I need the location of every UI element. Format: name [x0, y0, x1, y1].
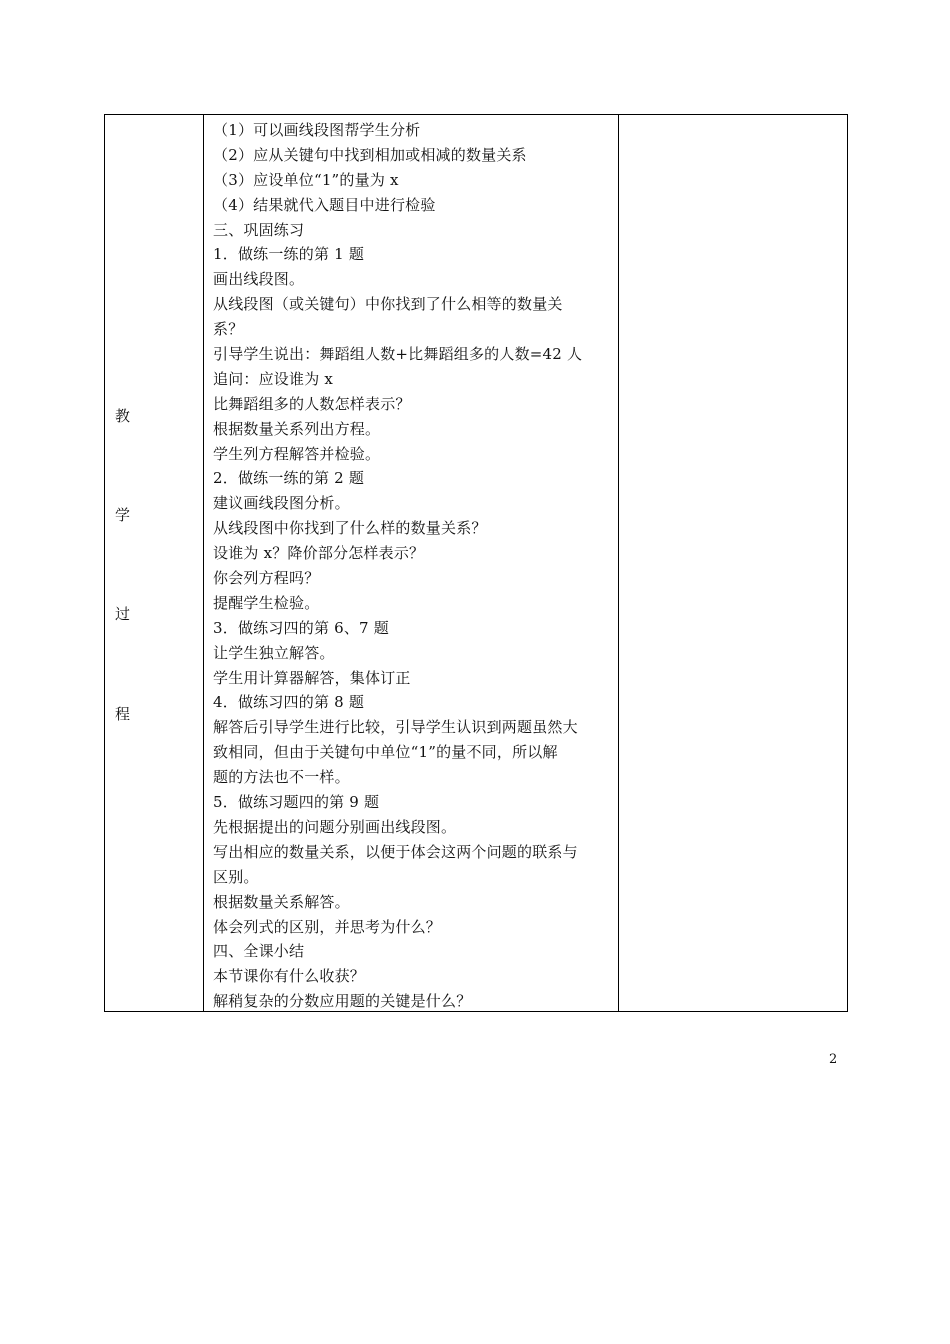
content-line: 建议画线段图分析。: [213, 494, 350, 513]
content-line: 区别。: [213, 867, 259, 886]
content-line: 从线段图中你找到了什么样的数量关系？: [213, 519, 487, 538]
content-line: 追问：应设谁为 x: [213, 369, 334, 388]
content-line: （4）结果就代入题目中进行检验: [213, 195, 436, 214]
content-line: 解答后引导学生进行比较，引导学生认识到两题虽然大: [213, 718, 578, 737]
content-line: 三、巩固练习: [213, 220, 305, 239]
content-line: 引导学生说出：舞蹈组人数+比舞蹈组多的人数=42 人: [213, 345, 583, 364]
lesson-plan-table: [104, 114, 848, 1012]
content-line: 系？: [213, 320, 244, 339]
notes-cell: [619, 115, 847, 1011]
content-line: （2）应从关键句中找到相加或相减的数量关系: [213, 145, 527, 164]
content-line: 先根据提出的问题分别画出线段图。: [213, 817, 457, 836]
content-line: 5．做练习题四的第 9 题: [213, 793, 380, 812]
content-line: 2．做练一练的第 2 题: [213, 469, 365, 488]
content-line: 提醒学生检验。: [213, 593, 320, 612]
content-line: 1．做练一练的第 1 题: [213, 245, 365, 264]
content-line: 体会列式的区别，并思考为什么？: [213, 917, 442, 936]
content-line: （3）应设单位“1”的量为 x: [213, 170, 399, 189]
page-number: 2: [829, 1052, 838, 1067]
content-line: 让学生独立解答。: [213, 643, 335, 662]
content-line: 比舞蹈组多的人数怎样表示？: [213, 394, 411, 413]
section-label-char: 学: [115, 506, 131, 524]
content-line: 根据数量关系解答。: [213, 892, 350, 911]
content-line: 解稍复杂的分数应用题的关键是什么？: [213, 992, 472, 1011]
section-label-char: 程: [115, 705, 131, 723]
content-line: 写出相应的数量关系，以便于体会这两个问题的联系与: [213, 842, 578, 861]
section-label-char: 教: [115, 407, 131, 425]
content-line: 画出线段图。: [213, 270, 305, 289]
content-line: 本节课你有什么收获？: [213, 967, 366, 986]
teaching-process-content-cell: [204, 115, 619, 1011]
content-line: 从线段图（或关键句）中你找到了什么相等的数量关: [213, 295, 563, 314]
content-line: 四、全课小结: [213, 942, 305, 961]
content-line: 根据数量关系列出方程。: [213, 419, 381, 438]
content-line: 题的方法也不一样。: [213, 768, 350, 787]
content-line: 致相同，但由于关键句中单位“1”的量不同，所以解: [213, 743, 558, 762]
content-line: 设谁为 x？降价部分怎样表示？: [213, 544, 425, 563]
content-line: 你会列方程吗？: [213, 569, 320, 588]
section-label-char: 过: [115, 605, 131, 623]
content-line: 学生列方程解答并检验。: [213, 444, 381, 463]
content-line: 学生用计算器解答，集体订正: [213, 668, 411, 687]
content-line: 4．做练习四的第 8 题: [213, 693, 365, 712]
content-line: 3．做练习四的第 6、7 题: [213, 618, 389, 637]
section-label-cell: [105, 115, 204, 1011]
content-line: （1）可以画线段图帮学生分析: [213, 121, 421, 139]
